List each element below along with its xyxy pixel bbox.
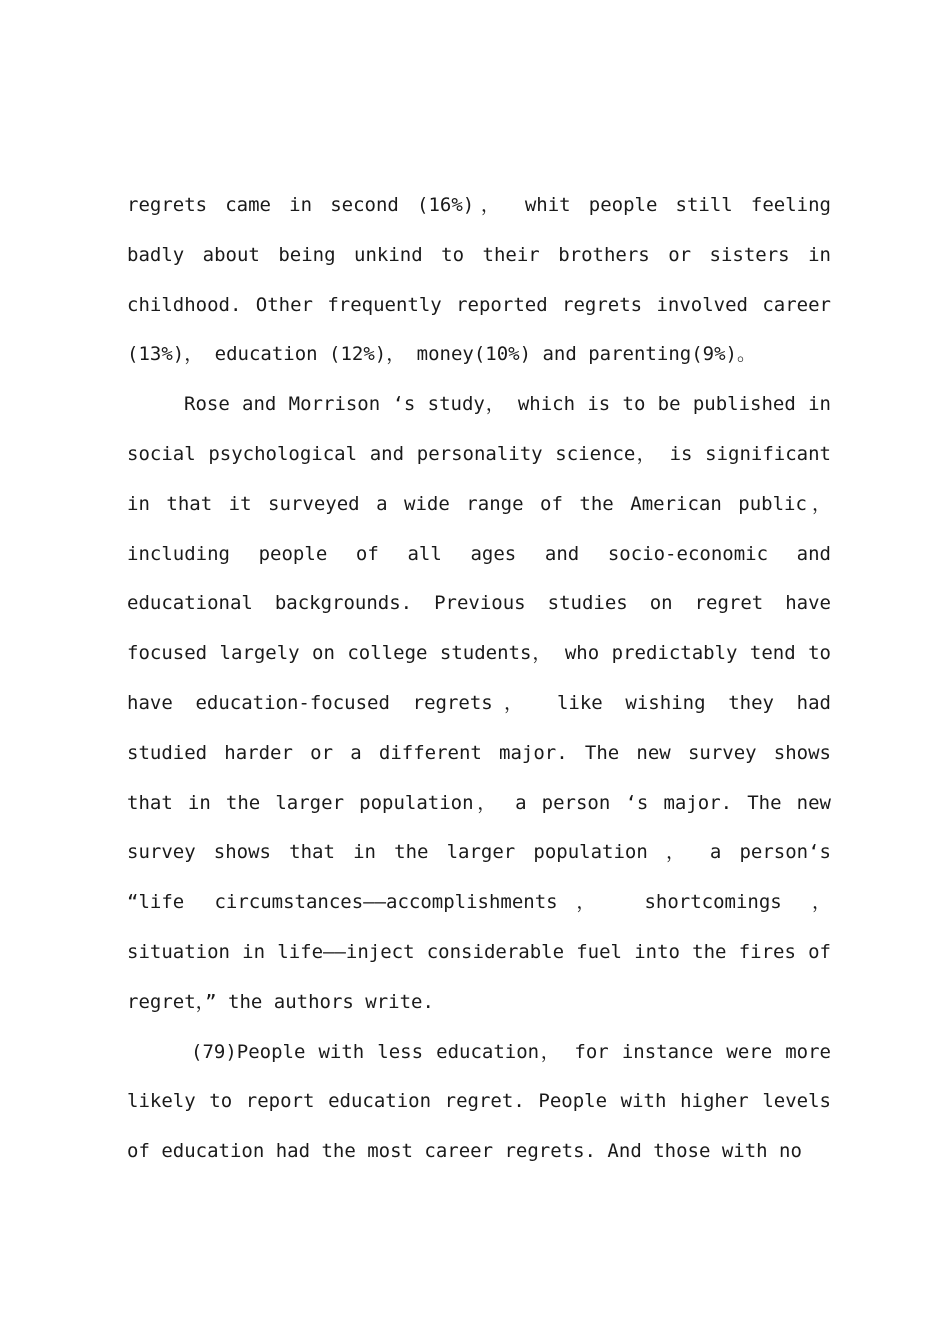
paragraph-education-regrets: (79)People with less education， for instance were more likely to report education regret. People with higher levels of education had the most career regrets. And those with no [127, 1040, 831, 1163]
document-page [127, 181, 831, 1177]
paragraph-regret-statistics: regrets came in second (16%)， whit people still feeling badly about being unkind to their brothers or sisters in childhood. Other frequently reported regrets involved career (13%)， education (12%)， money(10%) and parenting(9%)。 [127, 194, 831, 366]
paragraph-study-description: Rose and Morrison ‘s study， which is to be published in social psychological and personality science， is significant in that it surveyed a wide range of the American public， including people of all ages and socio-economic and educational backgrounds. Previous studies on regret have focused largely on college students， who predictably tend to have education-focused regrets， like wishing they had studied harder or a different major. The new survey shows that in the larger population， a person ‘s major. The new survey shows that in the larger population ， a person‘s “life circumstances——accomplishments， shortcomings ， situation in life——inject considerable fuel into the fires of regret，” the authors write. [127, 393, 831, 1013]
